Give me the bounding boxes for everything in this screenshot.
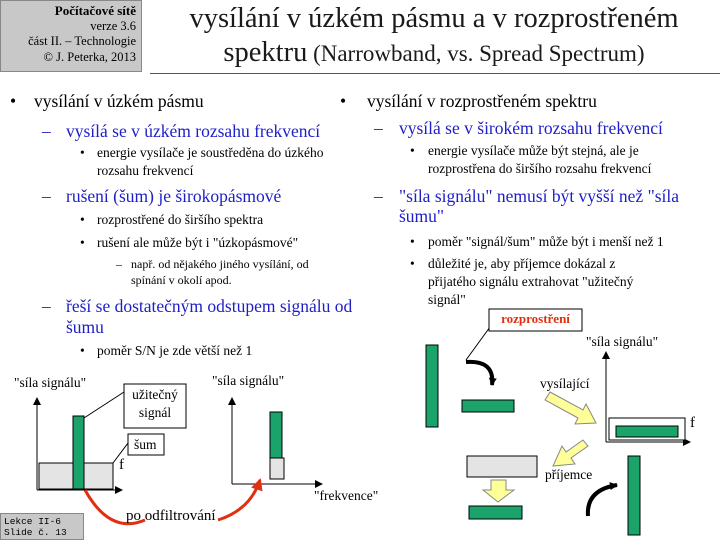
right-sub-3-line-1: důležité je, aby příjemce dokázal z bbox=[428, 256, 616, 271]
right-dash-2-marker: – bbox=[374, 186, 383, 206]
title-line-2-main: spektru bbox=[223, 37, 308, 68]
left-bullet-marker: • bbox=[10, 91, 17, 111]
version-label: verze 3.6 bbox=[90, 18, 136, 33]
left-dash-2: rušení (šum) je širokopásmové bbox=[66, 186, 282, 206]
left-dash-2-marker: – bbox=[42, 186, 51, 206]
right-sub-3-marker: • bbox=[410, 256, 415, 271]
left-subsub-line-1: např. od nějakého jiného vysílání, od bbox=[131, 257, 309, 271]
left-sub-4-marker: • bbox=[80, 343, 85, 358]
right-bullet-marker: • bbox=[340, 91, 347, 111]
useful-signal-label-line-2: signál bbox=[138, 405, 172, 420]
author-label: © J. Peterka, 2013 bbox=[43, 49, 136, 64]
final-signal-bar bbox=[628, 456, 640, 535]
left-subsub-line-2: spínání v okolí apod. bbox=[131, 273, 232, 287]
title-line-1: vysílání v úzkém pásmu a v rozprostřeném bbox=[189, 3, 679, 34]
left-sub-1-line-2: rozsahu frekvencí bbox=[97, 163, 194, 178]
left-bullet-heading: vysílání v úzkém pásmu bbox=[34, 91, 204, 111]
final-arrow-icon bbox=[588, 485, 617, 516]
part-label: část II. – Technologie bbox=[28, 34, 136, 48]
spread-received-signal-bar bbox=[616, 426, 678, 437]
filtered-chart bbox=[232, 398, 322, 484]
left-sub-3-marker: • bbox=[80, 235, 85, 250]
left-sub-1-marker: • bbox=[80, 145, 85, 160]
left-dash-1-marker: – bbox=[42, 121, 51, 141]
right-sub-2-marker: • bbox=[410, 234, 415, 249]
right-bullet-heading: vysílání v rozprostřeném spektru bbox=[367, 91, 597, 111]
left-dash-3-line-1: řeší se dostatečným odstupem signálu od bbox=[66, 296, 353, 316]
receiver-arrow-icon bbox=[553, 440, 588, 466]
spreading-callout-line bbox=[466, 327, 490, 360]
useful-signal-label-line-1: užitečný bbox=[132, 387, 178, 402]
right-sub-1-line-1: energie vysílače může být stejná, ale je bbox=[428, 143, 639, 158]
right-sub-1-marker: • bbox=[410, 143, 415, 158]
narrowband-f-label: f bbox=[119, 457, 124, 473]
right-dash-2-line-1: "síla signálu" nemusí být vyšší než "síla bbox=[399, 186, 680, 206]
useful-signal-label bbox=[124, 386, 186, 422]
left-sub-3: rušení ale může být i "úzkopásmové" bbox=[97, 235, 299, 250]
left-sub-4: poměr S/N je zde větší než 1 bbox=[97, 343, 253, 358]
spreading-label: rozprostření bbox=[501, 311, 570, 326]
filter-arrow-2-icon bbox=[218, 480, 260, 520]
right-dash-1: vysílá se v širokém rozsahu frekvencí bbox=[399, 118, 663, 138]
slide-number-label: Slide č. 13 bbox=[4, 527, 67, 538]
course-name: Počítačové sítě bbox=[54, 3, 136, 18]
noise-label: šum bbox=[134, 437, 157, 452]
lecture-label: Lekce II-6 bbox=[4, 516, 62, 527]
right-sub-3-line-2: přijatého signálu extrahovat "užitečný bbox=[428, 274, 634, 289]
left-subsub-marker: – bbox=[116, 257, 122, 271]
after-filter-label: po odfiltrování bbox=[126, 508, 216, 524]
spreading-arrow-icon bbox=[466, 362, 492, 385]
left-sub-1-line-1: energie vysílače je soustředěna do úzkého bbox=[97, 145, 324, 160]
despread-signal-bar bbox=[469, 506, 522, 519]
useful-signal-bar bbox=[73, 416, 84, 489]
right-dash-1-marker: – bbox=[374, 118, 383, 138]
transmitter-arrow-icon bbox=[545, 392, 596, 424]
narrow-signal-bar bbox=[426, 345, 438, 427]
frequency-label: "frekvence" bbox=[314, 488, 379, 503]
filtered-noise-block bbox=[270, 458, 284, 479]
spread-y-label: "síla signálu" bbox=[586, 334, 659, 349]
right-sub-3-line-3: signál" bbox=[428, 292, 466, 307]
right-sub-1-line-2: rozprostřena do širšího rozsahu frekvencí bbox=[428, 161, 652, 176]
transmitting-label: vysílající bbox=[540, 376, 590, 391]
left-sub-2: rozprostřené do širšího spektra bbox=[97, 212, 264, 227]
despread-arrow-icon bbox=[483, 480, 514, 502]
signal-callout-line bbox=[84, 392, 124, 418]
left-sub-2-marker: • bbox=[80, 212, 85, 227]
receiver-label: příjemce bbox=[545, 467, 593, 482]
left-dash-3-line-2: šumu bbox=[66, 317, 104, 337]
received-noise-block bbox=[467, 456, 537, 477]
right-sub-2: poměr "signál/šum" může být i menší než 1 bbox=[428, 234, 664, 249]
left-dash-1: vysílá se v úzkém rozsahu frekvencí bbox=[66, 121, 321, 141]
title-line-2-sub: (Narrowband, vs. Spread Spectrum) bbox=[307, 41, 645, 66]
left-dash-3-marker: – bbox=[42, 296, 51, 316]
slide-info-box bbox=[0, 513, 84, 540]
filtered-signal-bar bbox=[270, 412, 282, 458]
narrowband-y-label: "síla signálu" bbox=[14, 375, 87, 390]
spread-signal-bar bbox=[462, 400, 514, 412]
right-dash-2-line-2: šumu" bbox=[399, 206, 445, 226]
filtered-y-label: "síla signálu" bbox=[212, 373, 285, 388]
spread-f-label: f bbox=[690, 415, 695, 431]
